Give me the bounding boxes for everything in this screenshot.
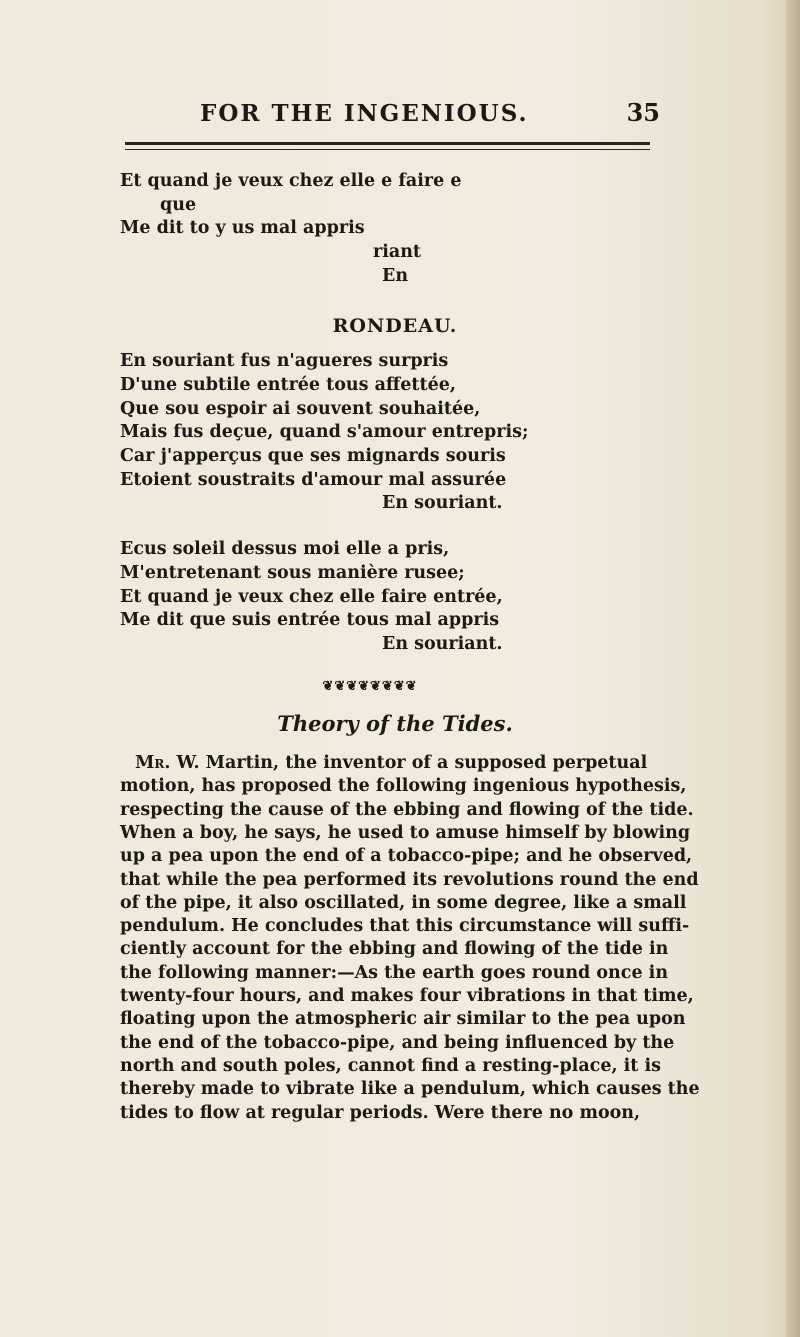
article-line: When a boy, he says, he used to amuse himself by blowing (120, 822, 691, 843)
verse-line: Et quand je veux chez elle e faire e (120, 171, 462, 191)
rondeau-line: D'une subtile entrée tous affettée, (120, 374, 456, 395)
rondeau-line: Ecus soleil dessus moi elle a pris, (120, 539, 450, 560)
article-line: up a pea upon the end of a tobacco-pipe; and he observed, (120, 846, 693, 867)
header-rule-thick (125, 142, 650, 145)
article-prefix: Mr. (135, 753, 171, 774)
article-heading: Theory of the Tides. (277, 711, 513, 737)
page-body (120, 170, 700, 1125)
article-line (120, 752, 660, 775)
rondeau-line: Car j'apperçus que ses mignards souris (120, 446, 506, 467)
article-line: thereby made to vibrate like a pendulum, which causes the (120, 1079, 700, 1100)
rondeau-line: M'entretenant sous manière rusee; (120, 562, 465, 583)
rondeau-line: Que sou espoir ai souvent souhaitée, (120, 398, 481, 419)
running-head (200, 92, 660, 132)
rondeau-line: Et quand je veux chez elle faire entrée, (120, 586, 503, 607)
article-line: floating upon the atmospheric air similar to the pea upon (120, 1009, 686, 1030)
article-line: twenty-four hours, and makes four vibrations in that time, (120, 986, 694, 1007)
article-line: tides to flow at regular periods. Were there no moon, (120, 1102, 641, 1123)
ornament-divider: ❦❦❦❦❦❦❦❦ (322, 678, 418, 694)
verse-line: En (382, 265, 409, 286)
rondeau-line: Mais fus deçue, quand s'amour entrepris; (120, 422, 529, 443)
stanza-gap (120, 516, 660, 538)
verse-line: que (160, 194, 197, 215)
article-line: the end of the tobacco-pipe, and being influenced by the (120, 1032, 675, 1053)
rondeau-line: En souriant fus n'agueres surpris (120, 351, 449, 372)
page-number: 35 (626, 98, 660, 127)
article-line: the following manner:—As the earth goes round once in (120, 962, 669, 983)
article-line-text: W. Martin, the inventor of a supposed perpetual (176, 753, 648, 774)
article-line: of the pipe, it also oscillated, in some degree, like a small (120, 892, 687, 913)
article-paragraph (120, 752, 700, 1125)
article-line: that while the pea performed its revolutions round the end (120, 869, 699, 890)
rondeau-refrain: En souriant. (382, 633, 503, 654)
article-line: motion, has proposed the following ingenious hypothesis, (120, 776, 687, 797)
rondeau-line: Me dit que suis entrée tous mal appris (120, 610, 500, 631)
running-title: FOR THE INGENIOUS. (200, 100, 529, 127)
rondeau-line: Etoient soustraits d'amour mal assurée (120, 469, 507, 490)
rondeau-heading: RONDEAU. (332, 314, 458, 337)
rondeau-refrain: En souriant. (382, 493, 503, 514)
page-edge (786, 0, 800, 1337)
verse-line: riant (373, 242, 422, 263)
verse-line: Me dit to y us mal appris (120, 218, 365, 239)
article-line: respecting the cause of the ebbing and flowing of the tide. (120, 799, 694, 820)
article-line: ciently account for the ebbing and flowing of the tide in (120, 939, 669, 960)
header-rule-thin (125, 149, 650, 150)
article-line: pendulum. He concludes that this circumstance will suffi- (120, 916, 690, 937)
article-line: north and south poles, cannot find a resting-place, it is (120, 1055, 661, 1076)
